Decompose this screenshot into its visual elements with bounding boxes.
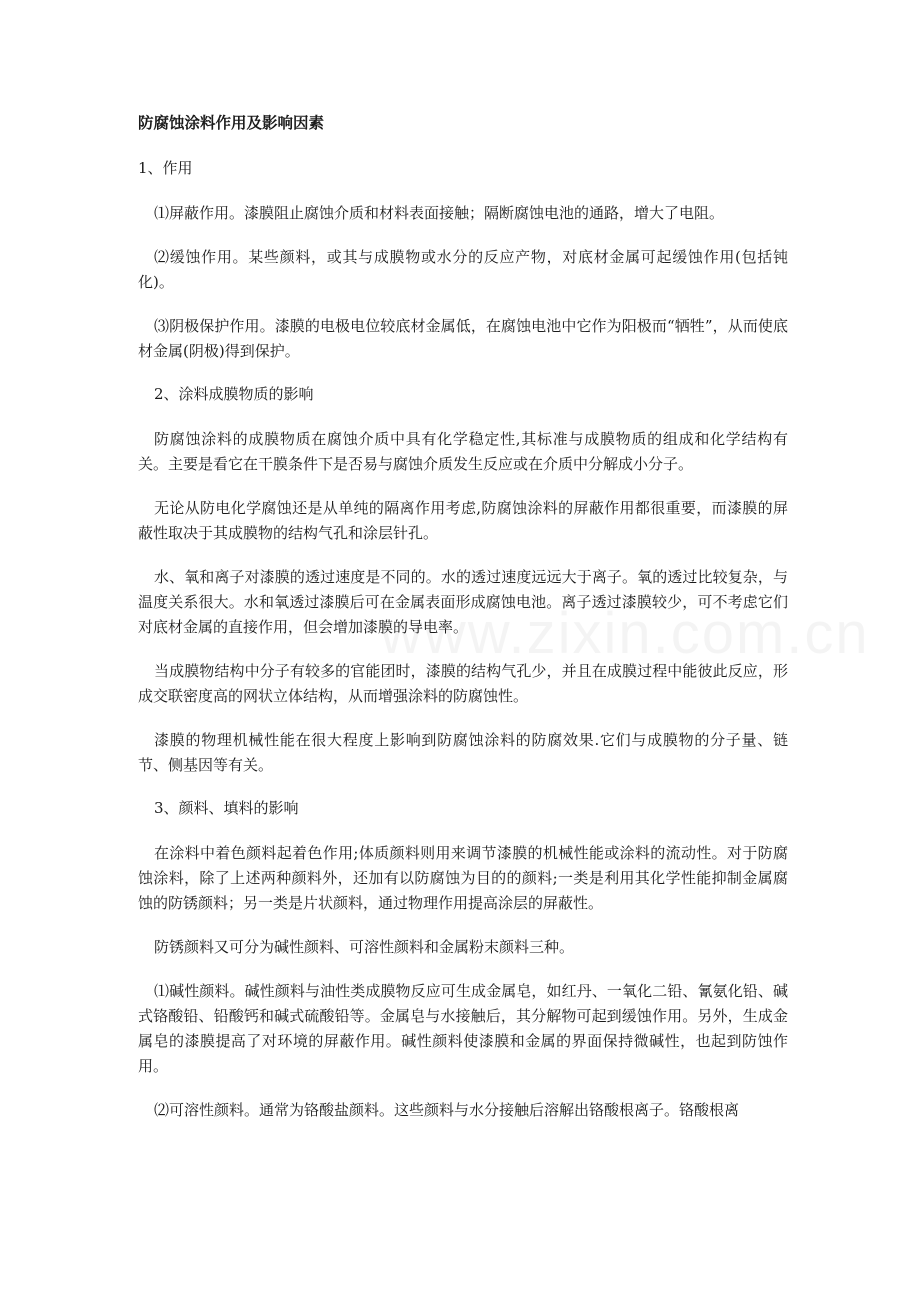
paragraph: 当成膜物结构中分子有较多的官能团时，漆膜的结构气孔少，并且在成膜过程中能彼此反应，形成交联密度高的网状立体结构，从而增强涂料的防腐蚀性。 bbox=[138, 662, 788, 705]
paragraph: 防锈颜料又可分为碱性颜料、可溶性颜料和金属粉末颜料三种。 bbox=[154, 938, 575, 956]
paragraph: ⑴屏蔽作用。漆膜阻止腐蚀介质和材料表面接触；隔断腐蚀电池的通路，增大了电阻。 bbox=[154, 204, 725, 222]
paragraph: 在涂料中着色颜料起着色作用;体质颜料则用来调节漆膜的机械性能或涂料的流动性。对于防腐蚀涂料，除了上述两种颜料外，还加有以防腐蚀为目的的颜料;一类是利用其化学性能抑制金属腐蚀的防锈颜料；另一类是片状颜料，通过物理作用提高涂层的屏蔽性。 bbox=[138, 844, 788, 912]
section-heading-3: 3、颜料、填料的影响 bbox=[154, 799, 299, 817]
paragraph: ⑴碱性颜料。碱性颜料与油性类成膜物反应可生成金属皂，如红丹、一氧化二铅、氰氨化铅、碱式铬酸铅、铅酸钙和碱式硫酸铅等。金属皂与水接触后，其分解物可起到缓蚀作用。另外，生成金属皂的漆膜提高了对环境的屏蔽作用。碱性颜料使漆膜和金属的界面保持微碱性，也起到防蚀作用。 bbox=[138, 982, 788, 1075]
paragraph: 水、氧和离子对漆膜的透过速度是不同的。水的透过速度远远大于离子。氧的透过比较复杂，与温度关系很大。水和氧透过漆膜后可在金属表面形成腐蚀电池。离子透过漆膜较少，可不考虑它们对底材金属的直接作用，但会增加漆膜的导电率。 bbox=[138, 568, 788, 636]
document-page bbox=[138, 112, 788, 1142]
section-heading-2: 2、涂料成膜物质的影响 bbox=[154, 385, 314, 403]
paragraph: ⑵可溶性颜料。通常为铬酸盐颜料。这些颜料与水分接触后溶解出铬酸根离子。铬酸根离 bbox=[154, 1101, 740, 1119]
paragraph: 无论从防电化学腐蚀还是从单纯的隔离作用考虑,防腐蚀涂料的屏蔽作用都很重要，而漆膜的屏蔽性取决于其成膜物的结构气孔和涂层针孔。 bbox=[138, 499, 788, 542]
paragraph: 防腐蚀涂料的成膜物质在腐蚀介质中具有化学稳定性,其标准与成膜物质的组成和化学结构有关。主要是看它在干膜条件下是否易与腐蚀介质发生反应或在介质中分解成小分子。 bbox=[138, 430, 788, 473]
document-title: 防腐蚀涂料作用及影响因素 bbox=[138, 113, 325, 132]
paragraph: ⑵缓蚀作用。某些颜料，或其与成膜物或水分的反应产物，对底材金属可起缓蚀作用(包括钝化)。 bbox=[138, 248, 788, 291]
paragraph: ⑶阴极保护作用。漆膜的电极电位较底材金属低，在腐蚀电池中它作为阳极而“牺牲”，从而使底材金属(阴极)得到保护。 bbox=[138, 317, 788, 360]
paragraph: 漆膜的物理机械性能在很大程度上影响到防腐蚀涂料的防腐效果.它们与成膜物的分子量、链节、侧基因等有关。 bbox=[138, 731, 788, 774]
section-heading-1: 1、作用 bbox=[138, 159, 193, 177]
